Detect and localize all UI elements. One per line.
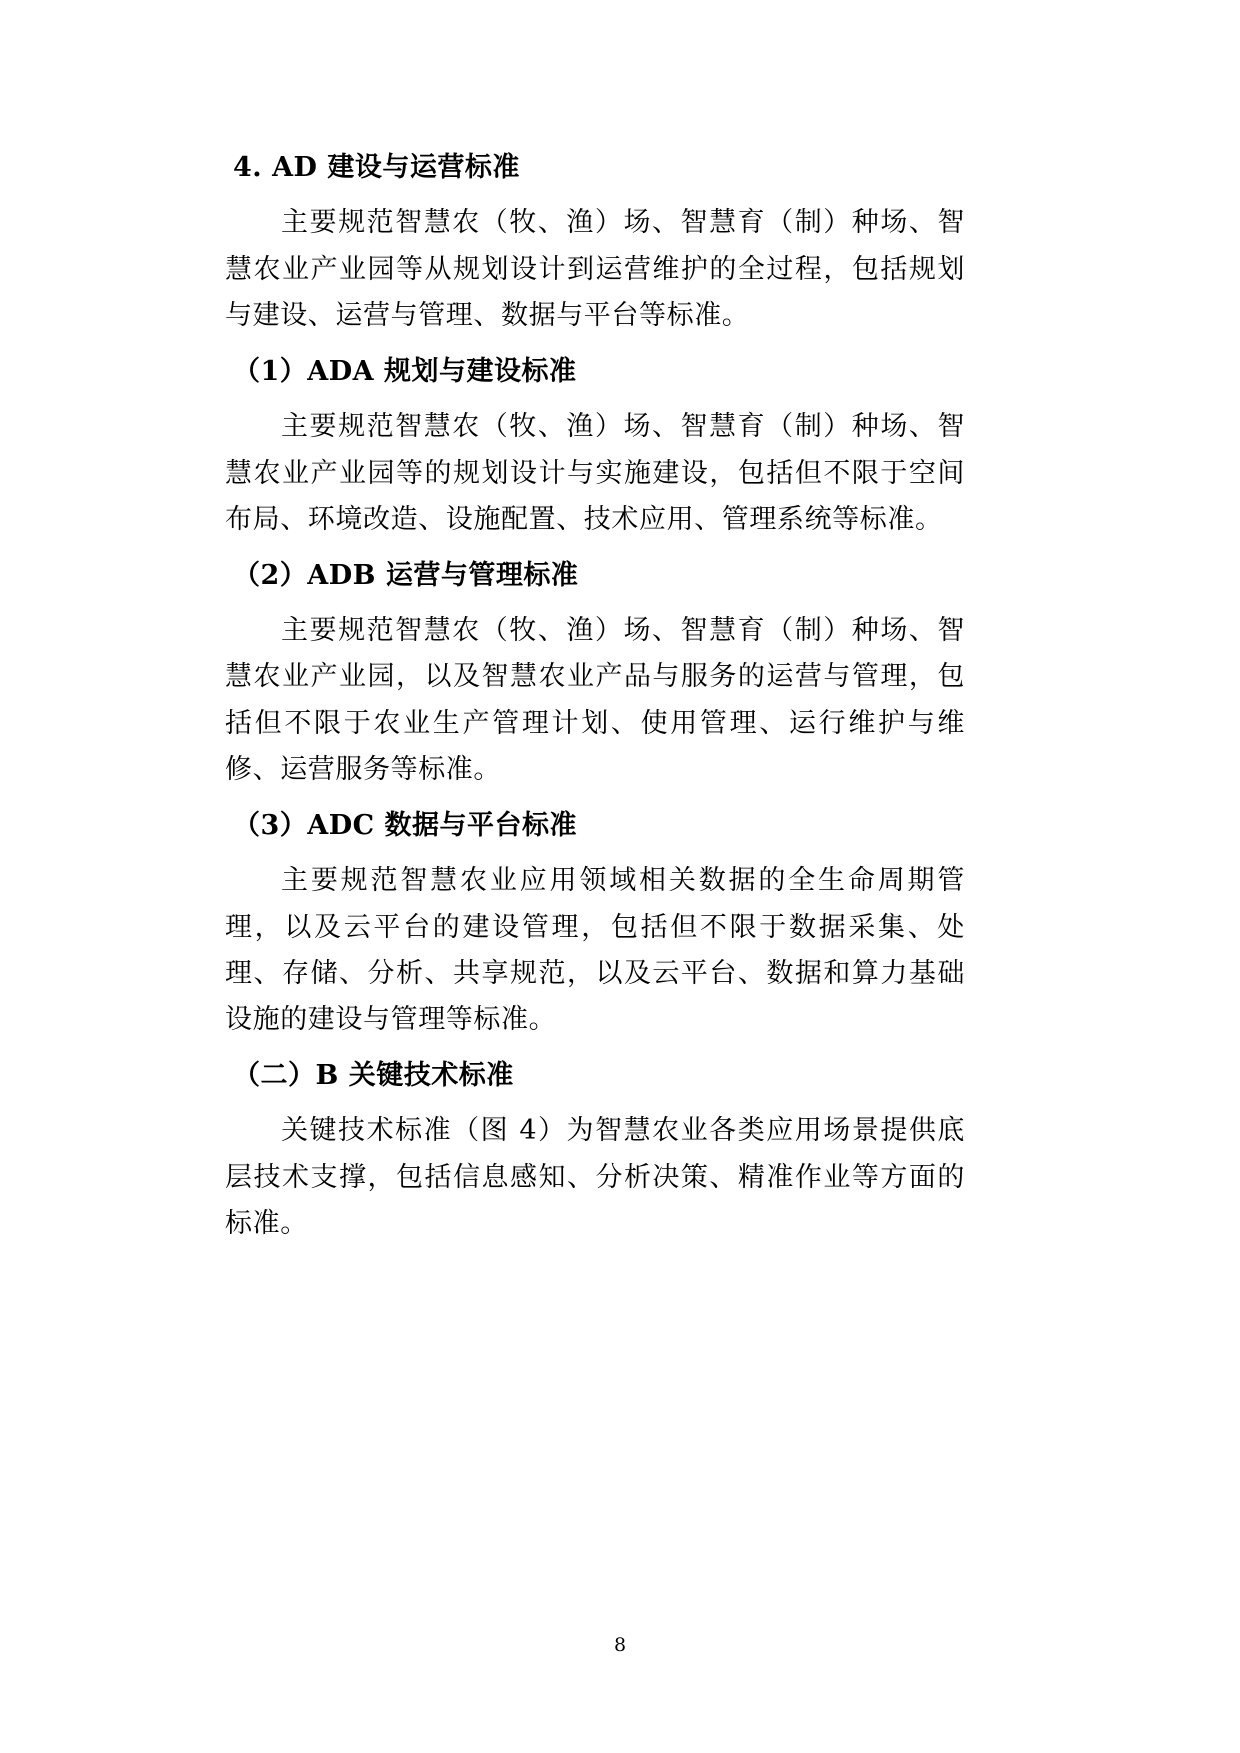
section-heading-b: （二）B 关键技术标准 <box>233 1059 514 1091</box>
paragraph-adb: 主要规范智慧农（牧、渔）场、智慧育（制）种场、智慧农业产业园，以及智慧农业产品与服务的运营与管理，包括但不限于农业生产管理计划、使用管理、运行维护与维修、运营服务等标准。 <box>225 614 965 786</box>
section-heading-adc: （3）ADC 数据与平台标准 <box>233 809 578 841</box>
section-heading-ada: （1）ADA 规划与建设标准 <box>233 355 577 387</box>
section-heading-adb: （2）ADB 运营与管理标准 <box>233 559 579 591</box>
paragraph-ad-overview: 主要规范智慧农（牧、渔）场、智慧育（制）种场、智慧农业产业园等从规划设计到运营维护的全过程，包括规划与建设、运营与管理、数据与平台等标准。 <box>225 207 965 332</box>
section-heading-ad: 4. AD 建设与运营标准 <box>233 152 520 183</box>
paragraph-ada: 主要规范智慧农（牧、渔）场、智慧育（制）种场、智慧农业产业园等的规划设计与实施建设，包括但不限于空间布局、环境改造、设施配置、技术应用、管理系统等标准。 <box>225 411 965 536</box>
page-number: 8 <box>613 1634 627 1656</box>
paragraph-b: 关键技术标准（图 4）为智慧农业各类应用场景提供底层技术支撑，包括信息感知、分析决策、精准作业等方面的标准。 <box>225 1115 965 1240</box>
document-body <box>225 150 965 1248</box>
paragraph-adc: 主要规范智慧农业应用领域相关数据的全生命周期管理，以及云平台的建设管理，包括但不限于数据采集、处理、存储、分析、共享规范，以及云平台、数据和算力基础设施的建设与管理等标准。 <box>225 865 965 1036</box>
